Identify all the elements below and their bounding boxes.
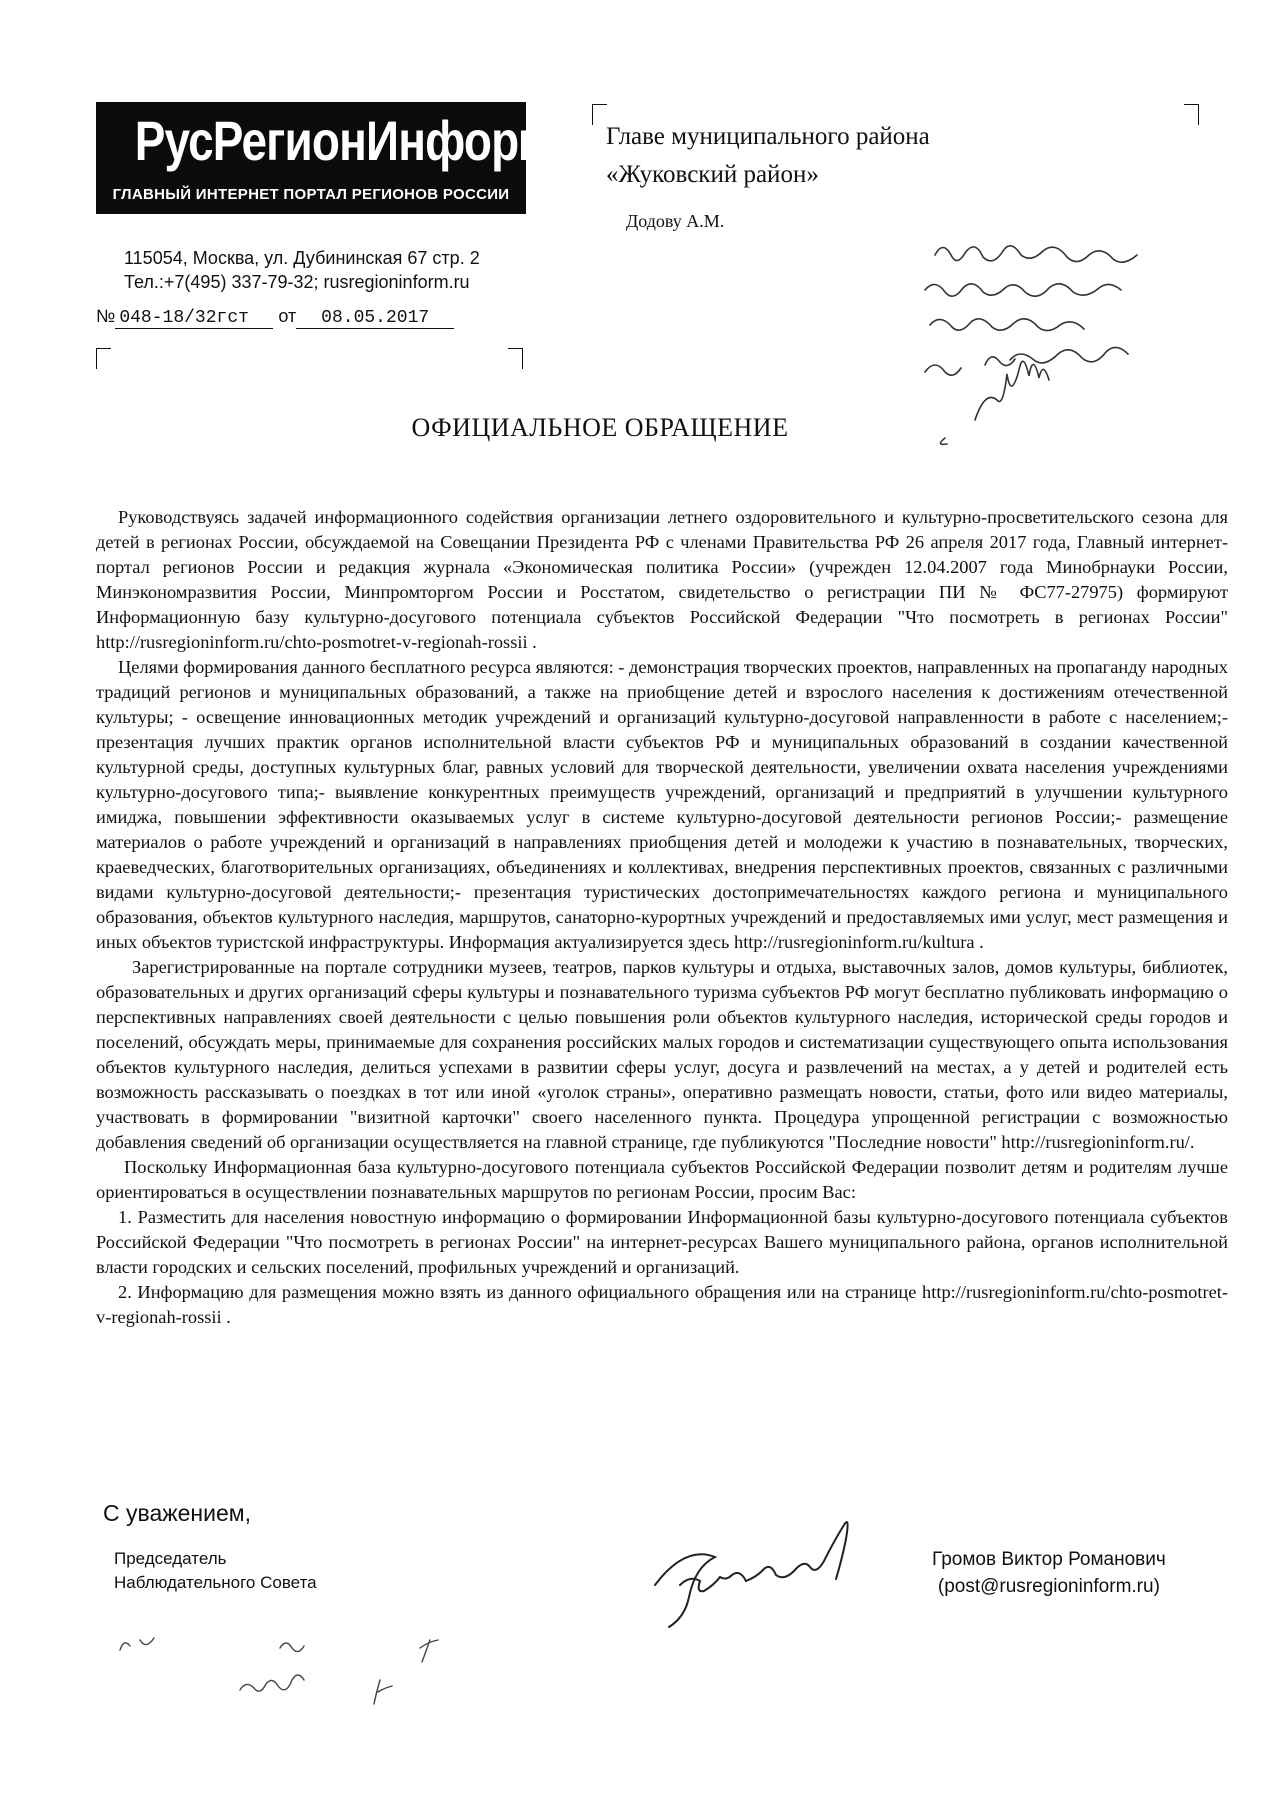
closing-greeting: С уважением, <box>103 1500 251 1526</box>
body-paragraph: Целями формирования данного бесплатного ресурса являются: - демонстрация творческих проектов, направленных на пропаганду народных традиций регионов и муниципальных образований, а также на приобщение детей и взрослого населения к достижениям отечественной культуры; - освещение инновационных методик учреждений и организаций культурно-досуговой направленности в работе с населением;- презентация лучших практик органов исполнительной власти субъектов РФ и муниципальных образований в создании качественной культурной среды, доступных культурных благ, равных условий для творческой деятельности, увеличении охвата населения учреждениями культурно-досугового типа;- выявление конкурентных преимуществ учреждений, организаций и предприятий в улучшении культурного имиджа, повышении эффективности оказываемых услуг в системе культурно-досуговой деятельности регионов России;- размещение материалов о работе учреждений и организаций в направлениях приобщения детей и молодежи к участию в познавательных, творческих, краеведческих, благотворительных организациях, объединениях и коллективах, внедрения перспективных проектов, связанных с различными видами культурно-досуговой деятельности;- презентация туристических достопримечательностях каждого региона и муниципального образования, объектов культурного наследия, маршрутов, санаторно-курортных учреждений и предоставляемых ими услуг, мест размещения и иных объектов туристской инфраструктуры. Информация актуализируется здесь http://rusregioninform.ru/kultura . <box>96 657 1228 952</box>
body-paragraph: Поскольку Информационная база культурно-досугового потенциала субъектов Российской Федерации позволит детям и родителям лучше ориентироваться в осуществлении познавательных маршрутов по регионам России, просим Вас: <box>96 1157 1228 1202</box>
recipient-name: Додову А.М. <box>626 211 725 231</box>
signer-email: (post@rusregioninform.ru) <box>937 1576 1160 1597</box>
logo-subtitle: ГЛАВНЫЙ ИНТЕРНЕТ ПОРТАЛ РЕГИОНОВ РОССИИ <box>112 186 510 203</box>
address-line: 115054, Москва, ул. Дубининская 67 стр. 2 <box>124 248 480 268</box>
number-label: № <box>96 306 116 326</box>
body-paragraph: 1. Разместить для населения новостную информацию о формировании Информационной базы культурно-досугового потенциала субъектов Российской Федерации "Что посмотреть в регионах России" на интернет-ресурсах Вашего муниципального района, органов исполнительной власти городских и сельских поселений, профильных учреждений и организаций. <box>96 1207 1228 1277</box>
position-line: Наблюдательного Совета <box>114 1573 317 1592</box>
recipient-line: «Жуковский район» <box>606 161 819 188</box>
recipient-line: Главе муниципального района <box>606 123 930 150</box>
signature-graphic <box>655 1522 848 1627</box>
logo-title: РусРегионИнформ <box>134 109 551 172</box>
handwritten-resolution <box>925 246 1137 445</box>
handwritten-received-stamp <box>120 1638 438 1704</box>
signer-name: Громов Виктор Романович <box>932 1549 1166 1570</box>
date-value: 08.05.2017 <box>296 308 454 329</box>
body-paragraph: 2. Информацию для размещения можно взять из данного официального обращения или на странице http://rusregioninform.ru/chto-posmotret-v-regionah-rossii . <box>96 1282 1228 1327</box>
body-paragraph: Руководствуясь задачей информационного содействия организации летнего оздоровительного и культурно-просветительского сезона для детей в регионах России, обсуждаемой на Совещании Президента РФ с членами Правительства РФ 26 апреля 2017 года, Главный интернет-портал регионов России и редакция журнала «Экономическая политика России» (учрежден 12.04.2007 года Минобрнауки России, Минэкономразвития России, Минпромторгом России и Росстатом, свидетельство о регистрации ПИ № ФС77-27975) формируют Информационную базу культурно-досугового потенциала субъектов Российской Федерации "Что посмотреть в регионах России" http://rusregioninform.ru/chto-posmotret-v-regionah-rossii . <box>96 507 1228 652</box>
number-value: 048-18/32гст <box>115 308 273 329</box>
position-line: Председатель <box>114 1549 227 1568</box>
date-label: от <box>278 306 297 326</box>
document-title: ОФИЦИАЛЬНОЕ ОБРАЩЕНИЕ <box>411 413 789 442</box>
body-paragraph: Зарегистрированные на портале сотрудники музеев, театров, парков культуры и отдыха, выставочных залов, домов культуры, библиотек, образовательных и других организаций сферы культуры и познавательного туризма субъектов РФ могут бесплатно публиковать информацию о перспективных направлениях своей деятельности с целью повышения роли объектов культурного наследия, исторической среды городов и поселений, обсуждать меры, принимаемые для сохранения российских малых городов и систематизации существующего опыта использования объектов культурного наследия, делиться успехами в развитии сферы услуг, досуга и развлечений на местах, а у детей и родителей есть возможность рассказывать о поездках в тот или иной «уголок страны», оперативно размещать новости, статьи, фото или видео материалы, участвовать в формировании "визитной карточки" своего населенного пункта. Процедура упрощенной регистрации с возможностью добавления сведений об организации осуществляется на главной странице, где публикуются "Последние новости" http://rusregioninform.ru/. <box>96 957 1228 1152</box>
contact-line: Тел.:+7(495) 337-79-32; rusregioninform.ru <box>124 272 470 292</box>
